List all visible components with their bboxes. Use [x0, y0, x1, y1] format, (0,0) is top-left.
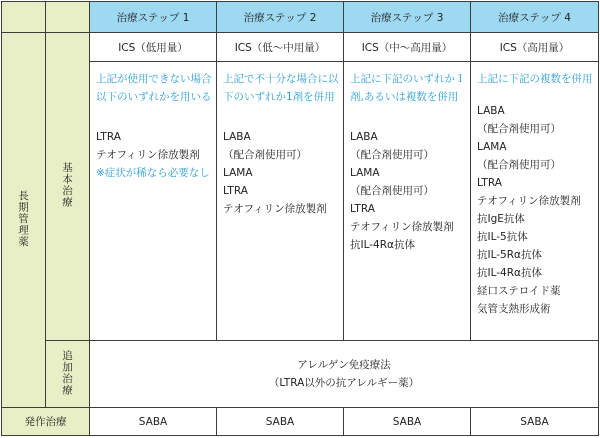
basic-label-cell	[46, 33, 90, 341]
step-2-note-line-2: 下のいずれか1剤を併用	[223, 91, 335, 103]
additional-line-2: （LTRA以外の抗アレルギー薬）	[268, 377, 420, 389]
additional-line-1: アレルゲン免疫療法	[297, 359, 391, 371]
header-step-1: 治療ステップ 1	[90, 2, 217, 33]
step-4-item: LTRA	[477, 177, 502, 189]
step-2-body	[217, 62, 344, 341]
step-4-item: LABA	[477, 105, 505, 117]
reliever-row	[2, 408, 599, 436]
step-3-note-line-1: 上記に下記のいずれか１	[350, 73, 466, 85]
step-4-item: 抗IL-5Rα抗体	[477, 249, 542, 261]
long-term-label-cell	[2, 33, 46, 408]
step-4-item: 抗IgE抗体	[477, 213, 525, 225]
step-3-item: LABA	[350, 131, 378, 143]
step-1-note	[96, 70, 210, 106]
step-2-item: LABA	[223, 131, 251, 143]
step-3-body	[344, 62, 471, 341]
step-4-item: 抗IL-4Rα抗体	[477, 267, 542, 279]
step-3-item: LAMA	[350, 167, 380, 179]
step-1-note-line-1: 上記が使用できない場合	[96, 73, 212, 85]
step-1-item: テオフィリン徐放製剤	[96, 149, 200, 161]
step-3-item: 抗IL-4Rα抗体	[350, 239, 415, 251]
asthma-treatment-table	[1, 1, 599, 436]
additional-label-cell	[46, 341, 90, 408]
step-4-note-line-1: 上記に下記の複数を併用	[477, 73, 593, 85]
step-2-note-line-1: 上記で不十分な場合に以	[223, 73, 339, 85]
step-2-note	[223, 70, 337, 106]
ics-step-2: ICS（低〜中用量）	[217, 33, 344, 62]
header-step-2: 治療ステップ 2	[217, 2, 344, 33]
additional-body	[90, 341, 599, 408]
ics-row	[2, 33, 599, 62]
step-2-item: LAMA	[223, 167, 253, 179]
step-1-footnote: ※症状が稀なら必要なし	[96, 167, 210, 179]
step-3-item: （配合剤使用可）	[350, 149, 434, 161]
reliever-step-2: SABA	[217, 408, 344, 436]
step-3-note-line-2: 剤,あるいは複数を併用	[350, 91, 459, 103]
corner-cell-2	[46, 2, 90, 33]
step-1-note-line-2: 以下のいずれかを用いる	[96, 91, 212, 103]
header-row	[2, 2, 599, 33]
step-4-item: テオフィリン徐放製剤	[477, 195, 581, 207]
step-3-item: （配合剤使用可）	[350, 185, 434, 197]
step-2-item: （配合剤使用可）	[223, 149, 307, 161]
header-step-4: 治療ステップ 4	[471, 2, 599, 33]
ics-step-1: ICS（低用量）	[90, 33, 217, 62]
step-3-note	[350, 70, 464, 106]
step-3-item: LTRA	[350, 203, 375, 215]
basic-body-row	[2, 62, 599, 341]
step-1-body	[90, 62, 217, 341]
step-4-item: LAMA	[477, 141, 507, 153]
reliever-label: 発作治療	[2, 408, 90, 436]
step-4-body	[471, 62, 599, 341]
reliever-step-1: SABA	[90, 408, 217, 436]
ics-step-4: ICS（高用量）	[471, 33, 599, 62]
additional-label: 追加治療	[61, 349, 73, 396]
reliever-step-3: SABA	[344, 408, 471, 436]
long-term-label: 長期管理薬	[17, 189, 29, 248]
ics-step-3: ICS（中〜高用量）	[344, 33, 471, 62]
step-2-item: テオフィリン徐放製剤	[223, 203, 327, 215]
reliever-step-4: SABA	[471, 408, 599, 436]
step-4-note	[477, 70, 592, 88]
step-4-item: （配合剤使用可）	[477, 159, 561, 171]
step-4-item: 経口ステロイド薬	[477, 285, 561, 297]
step-3-item: テオフィリン徐放製剤	[350, 221, 454, 233]
corner-cell-1	[2, 2, 46, 33]
step-4-item: （配合剤使用可）	[477, 123, 561, 135]
step-4-item: 気管支熱形成術	[477, 303, 551, 315]
step-2-item: LTRA	[223, 185, 248, 197]
header-step-3: 治療ステップ 3	[344, 2, 471, 33]
basic-label: 基本治療	[61, 162, 73, 208]
step-1-item: LTRA	[96, 131, 121, 143]
additional-row	[2, 341, 599, 408]
step-4-item: 抗IL-5抗体	[477, 231, 528, 243]
